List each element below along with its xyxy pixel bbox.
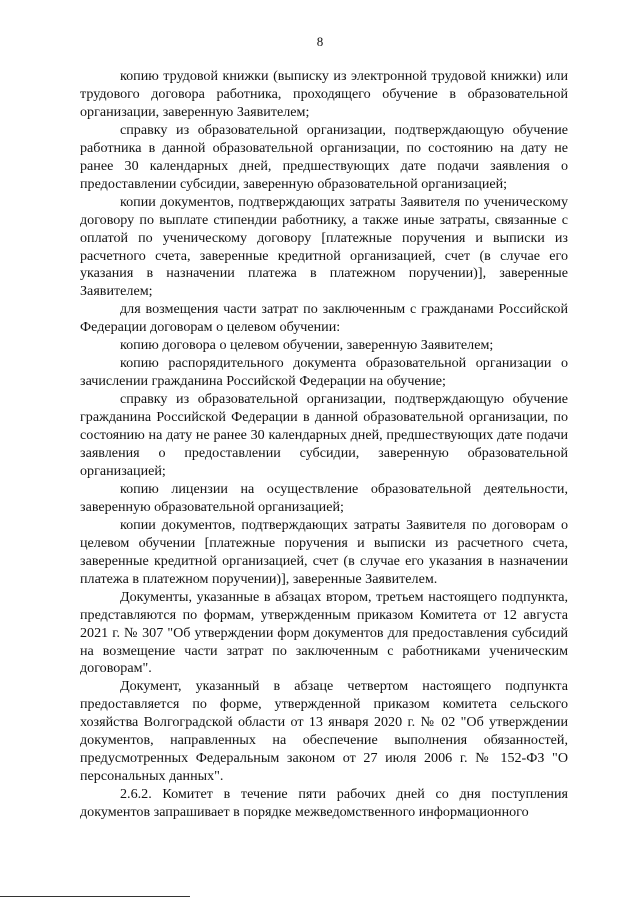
paragraph-forms-order-307: Документы, указанные в абзацах втором, третьем настоящего подпункта, представляются по формам, утвержденным приказом Комитета от 12 августа 2021 г. № 307 "Об утверждении форм документов для предоставления субсидий на возмещение части затрат по заключенным с работниками ученическим договорам". — [80, 588, 568, 677]
page-number: 8 — [316, 34, 324, 49]
paragraph-targeted-training-cost-documents: копии документов, подтверждающих затраты Заявителя по договорам о целевом обучении [платежные поручения и выписки из расчетного счета, заверенные кредитной организацией, счет (в случае его указания в назначении платежа в платежном поручении)], заверенные Заявителем. — [80, 516, 568, 587]
paragraph-employee-study-certificate: справку из образовательной организации, подтверждающую обучение работника в данной образовательной организации, по состоянию на дату не ранее 30 календарных дней, предшествующих дате подачи заявления о предоставлении субсидии, заверенную образовательной организацией; — [80, 121, 568, 192]
paragraph-citizen-study-certificate: справку из образовательной организации, подтверждающую обучение гражданина Российской Федерации в данной образовательной организации, по состоянию на дату не ранее 30 календарных дней, предшествующих дате подачи заявления о предоставлении субсидии, заверенную образовательной организацией; — [80, 391, 568, 479]
document-body — [80, 68, 568, 822]
paragraph-form-order-02: Документ, указанный в абзаце четвертом настоящего подпункта предоставляется по форме, утвержденной приказом комитета сельского хозяйства Волгоградской области от 13 января 2020 г. № 02 "Об утверждении документов, направленных на обеспечение выполнения обязанностей, предусмотренных Федеральным законом от 27 июля 2006 г. № 152-ФЗ "О персональных данных". — [80, 678, 568, 785]
paragraph-2-6-2: 2.6.2. Комитет в течение пяти рабочих дней со дня поступления документов запрашивает в порядке межведомственного информационного — [80, 786, 568, 821]
paragraph-enrollment-order-copy: копию распорядительного документа образовательной организации о зачислении гражданина Российской Федерации на обучение; — [80, 355, 568, 390]
paragraph-targeted-training-heading: для возмещения части затрат по заключенным с гражданами Российской Федерации договорам о целевом обучении: — [80, 301, 568, 336]
paragraph-targeted-training-contract-copy: копию договора о целевом обучении, заверенную Заявителем; — [120, 337, 494, 354]
paragraph-employment-record-copy: копию трудовой книжки (выписку из электронной трудовой книжки) или трудового договора работника, проходящего обучение в образовательной организации, заверенную Заявителем; — [80, 68, 568, 120]
footer-divider — [0, 896, 190, 897]
paragraph-apprenticeship-cost-documents: копии документов, подтверждающих затраты Заявителя по ученическому договору по выплате стипендии работнику, а также иные затраты, связанные с оплатой по ученическому договору [платежные поручения и выписки из расчетного счета, заверенные кредитной организацией, счет (в случае его указания в назначении платежа в платежном поручении)], заверенные Заявителем; — [80, 193, 568, 300]
paragraph-license-copy: копию лицензии на осуществление образовательной деятельности, заверенную образовательной организацией; — [80, 480, 568, 515]
